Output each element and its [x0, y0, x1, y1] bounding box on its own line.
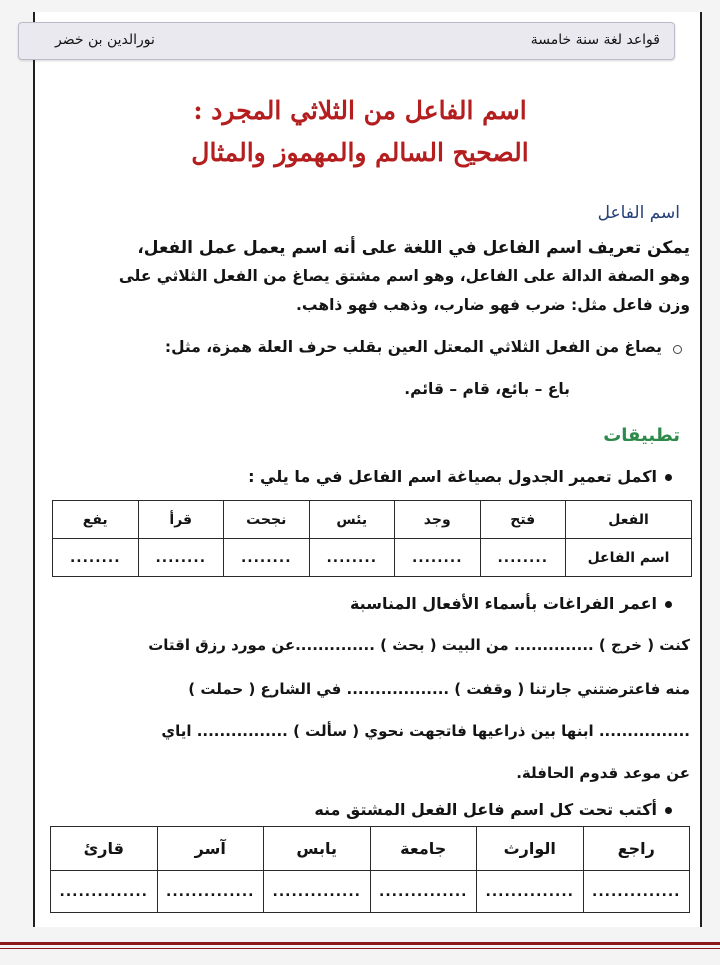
definition-line-5: باع – بائع، قام – قائم.: [404, 380, 570, 398]
definition-line-1: يمكن تعريف اسم الفاعل في اللغة على أنه اسم يعمل عمل الفعل،: [137, 238, 690, 258]
answer-blank[interactable]: ........: [224, 539, 310, 577]
answer-blank[interactable]: ..............: [264, 871, 371, 913]
answer-blank[interactable]: ..............: [157, 871, 264, 913]
bullet-dot-icon: [665, 601, 672, 608]
exercise-1-table: [52, 500, 692, 577]
bullet-dot-icon: [665, 474, 672, 481]
exercises-heading: تطبيقات: [603, 425, 680, 446]
definition-line-3: وزن فاعل مثل: ضرب فهو ضارب، وذهب فهو ذاهب.: [296, 296, 690, 314]
table-row: [53, 501, 692, 539]
verb-row-label: الفعل: [566, 501, 692, 539]
footer-divider-thin: [0, 948, 720, 949]
word-cell: راجع: [583, 827, 690, 871]
exercise-2-line-3: ................ ابنها بين ذراعيها فاتجهت نحوي ( سألت ) ................ اياي: [161, 722, 690, 740]
bullet-dot-icon: [665, 807, 672, 814]
page-subtitle: الصحيح السالم والمهموز والمثال: [191, 138, 529, 167]
exercise-1-instruction: اكمل تعمير الجدول بصياغة اسم الفاعل في ما يلي :: [248, 467, 672, 486]
definition-line-2: وهو الصفة الدالة على الفاعل، وهو اسم مشتق يصاغ من الفعل الثلاثي على: [118, 267, 690, 285]
exercise-2-line-4: عن موعد قدوم الحافلة.: [516, 764, 690, 782]
header-bar: [18, 22, 675, 60]
verb-cell: قرأ: [138, 501, 224, 539]
answer-blank[interactable]: ..............: [51, 871, 158, 913]
definition-line-4: يصاغ من الفعل الثلاثي المعتل العين بقلب حرف العلة همزة، مثل:: [164, 338, 662, 356]
exercise-2-instruction: اعمر الفراغات بأسماء الأفعال المناسبة: [350, 594, 672, 613]
definition-heading: اسم الفاعل: [597, 203, 680, 223]
answer-blank[interactable]: ........: [309, 539, 395, 577]
word-cell: جامعة: [370, 827, 477, 871]
exercise-3-instruction: أكتب تحت كل اسم فاعل الفعل المشتق منه: [314, 800, 672, 819]
answer-blank[interactable]: ........: [395, 539, 481, 577]
word-cell: قارئ: [51, 827, 158, 871]
footer-divider: [0, 942, 720, 945]
verb-cell: يفع: [53, 501, 139, 539]
table-row: [51, 871, 690, 913]
agent-row-label: اسم الفاعل: [566, 539, 692, 577]
word-cell: يابس: [264, 827, 371, 871]
bullet-circle-icon: [673, 345, 682, 354]
exercise-2-line-2: منه فاعترضتني جارتنا ( وقفت ) .................. في الشارع ( حملت ): [188, 680, 690, 698]
exercise-2-line-1: كنت ( خرج ) .............. من البيت ( بحث ) ..............عن مورد رزق اقتات: [148, 636, 690, 654]
word-cell: الوارث: [477, 827, 584, 871]
verb-cell: وجد: [395, 501, 481, 539]
answer-blank[interactable]: ........: [53, 539, 139, 577]
table-row: [53, 539, 692, 577]
answer-blank[interactable]: ..............: [370, 871, 477, 913]
page-title: اسم الفاعل من الثلاثي المجرد :: [193, 96, 527, 125]
answer-blank[interactable]: ..............: [583, 871, 690, 913]
verb-cell: فتح: [480, 501, 566, 539]
answer-blank[interactable]: ........: [138, 539, 224, 577]
answer-blank[interactable]: ........: [480, 539, 566, 577]
verb-cell: يئس: [309, 501, 395, 539]
verb-cell: نجحت: [224, 501, 310, 539]
word-cell: آسر: [157, 827, 264, 871]
exercise-3-table: [50, 826, 690, 913]
header-subject: قواعد لغة سنة خامسة: [530, 32, 660, 48]
answer-blank[interactable]: ..............: [477, 871, 584, 913]
header-author: نورالدين بن خضر: [55, 32, 155, 48]
table-row: [51, 827, 690, 871]
